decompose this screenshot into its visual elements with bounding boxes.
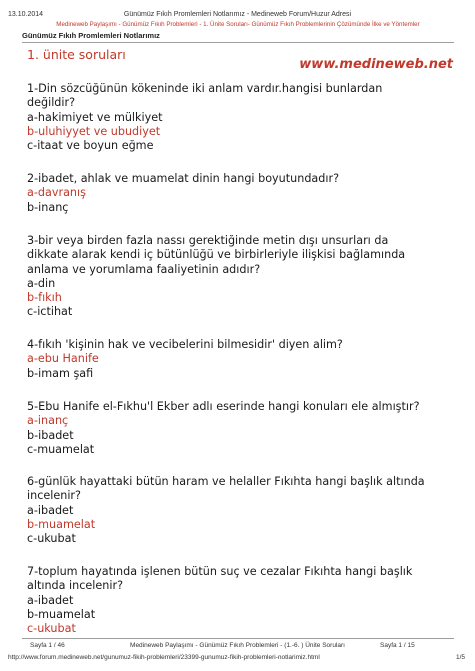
option-a: a-ibadet	[27, 593, 74, 607]
option-c: c-muamelat	[27, 442, 95, 456]
question-text: 7-toplum hayatında işlenen bütün suç ve cezalar Fıkıhta hangi başlık	[27, 565, 413, 578]
page-number-left: Sayfa 1 / 46	[30, 642, 65, 649]
option-b-correct: b-muamelat	[27, 517, 96, 531]
option-b: b-ibadet	[27, 428, 74, 442]
header-divider	[22, 42, 454, 43]
option-c: c-ukubat	[27, 532, 76, 546]
question-3	[27, 234, 447, 320]
question-5	[27, 400, 447, 457]
question-text: anlama ve yorumlama faaliyetinin adıdır?	[27, 262, 261, 276]
question-text: altında incelenir?	[27, 579, 124, 593]
question-text: 4-fıkıh 'kişinin hak ve vecibelerini bilmesidir' diyen alim?	[27, 338, 343, 351]
question-text: 1-Din sözcüğünün kökeninde iki anlam vardır.hangisi bunlardan	[27, 82, 383, 95]
option-c-correct: c-ukubat	[27, 622, 76, 636]
question-text: 2-ibadet, ahlak ve muamelat dinin hangi boyutundadır?	[27, 172, 340, 185]
option-b: b-muamelat	[27, 607, 96, 621]
browser-title: Günümüz Fıkıh Promlemleri Notlarımız - Medineweb Forum/Huzur Adresi	[123, 11, 352, 18]
option-a-correct: a-inanç	[27, 414, 69, 428]
option-a: a-din	[27, 276, 56, 290]
question-1	[27, 82, 447, 153]
site-watermark: www.medineweb.net	[299, 57, 453, 72]
question-text: 3-bir veya birden fazla nassı gerektiğinde metin dışı unsurları da	[27, 234, 389, 247]
option-b: b-imam şafi	[27, 366, 94, 380]
option-b-correct: b-uluhiyyet ve ubudiyet	[27, 124, 161, 138]
footer-divider	[22, 638, 454, 639]
option-a-correct: a-davranış	[27, 186, 86, 200]
unit-title: 1. ünite soruları	[27, 47, 126, 62]
option-c: c-itaat ve boyun eğme	[27, 139, 154, 153]
footer-title: Medineweb Paylaşımı - Günümüz Fıkıh Problemleri - (1.-6. ) Ünite Soruları	[130, 642, 345, 649]
option-a: a-hakimiyet ve mülkiyet	[27, 110, 163, 124]
question-6	[27, 475, 447, 546]
option-c: c-ictihat	[27, 305, 73, 319]
question-text: incelenir?	[27, 489, 81, 503]
option-b: b-inanç	[27, 200, 69, 214]
print-page-count: 1/5	[455, 654, 465, 661]
question-text: dikkate alarak kendi iç bütünlüğü ve birbirleriyle ilişkisi bağlamında	[27, 248, 406, 262]
print-date: 13.10.2014	[8, 11, 44, 18]
option-a-correct: a-ebu Hanife	[27, 352, 99, 366]
question-text: 5-Ebu Hanife el-Fıkhu'l Ekber adlı eserinde hangi konuları ele almıştır?	[27, 400, 420, 413]
question-4	[27, 338, 447, 381]
question-text: 6-günlük hayattaki bütün haram ve helaller Fıkıhta hangi başlık altında	[27, 475, 425, 488]
question-7	[27, 565, 447, 636]
question-text: değildir?	[27, 96, 76, 110]
page-url[interactable]: http://www.forum.medineweb.net/gunumuz-fikih-problemleri/23399-gunumuz-fikih-problemleri-notlarimiz.html	[8, 654, 320, 661]
notes-title: Günümüz Fıkıh Promlemleri Notlarımız	[22, 31, 160, 40]
page-number-right: Sayfa 1 / 15	[380, 642, 415, 649]
option-a: a-ibadet	[27, 503, 74, 517]
option-b-correct: b-fıkıh	[27, 291, 62, 305]
question-2	[27, 172, 447, 215]
breadcrumb[interactable]: Medineweb Paylaşımı - Günümüz Fıkıh Problemleri - 1. Ünite Soruları- Günümüz Fıkıh Problemlerinin Çözümünde İlke ve Yöntemler	[56, 21, 420, 28]
